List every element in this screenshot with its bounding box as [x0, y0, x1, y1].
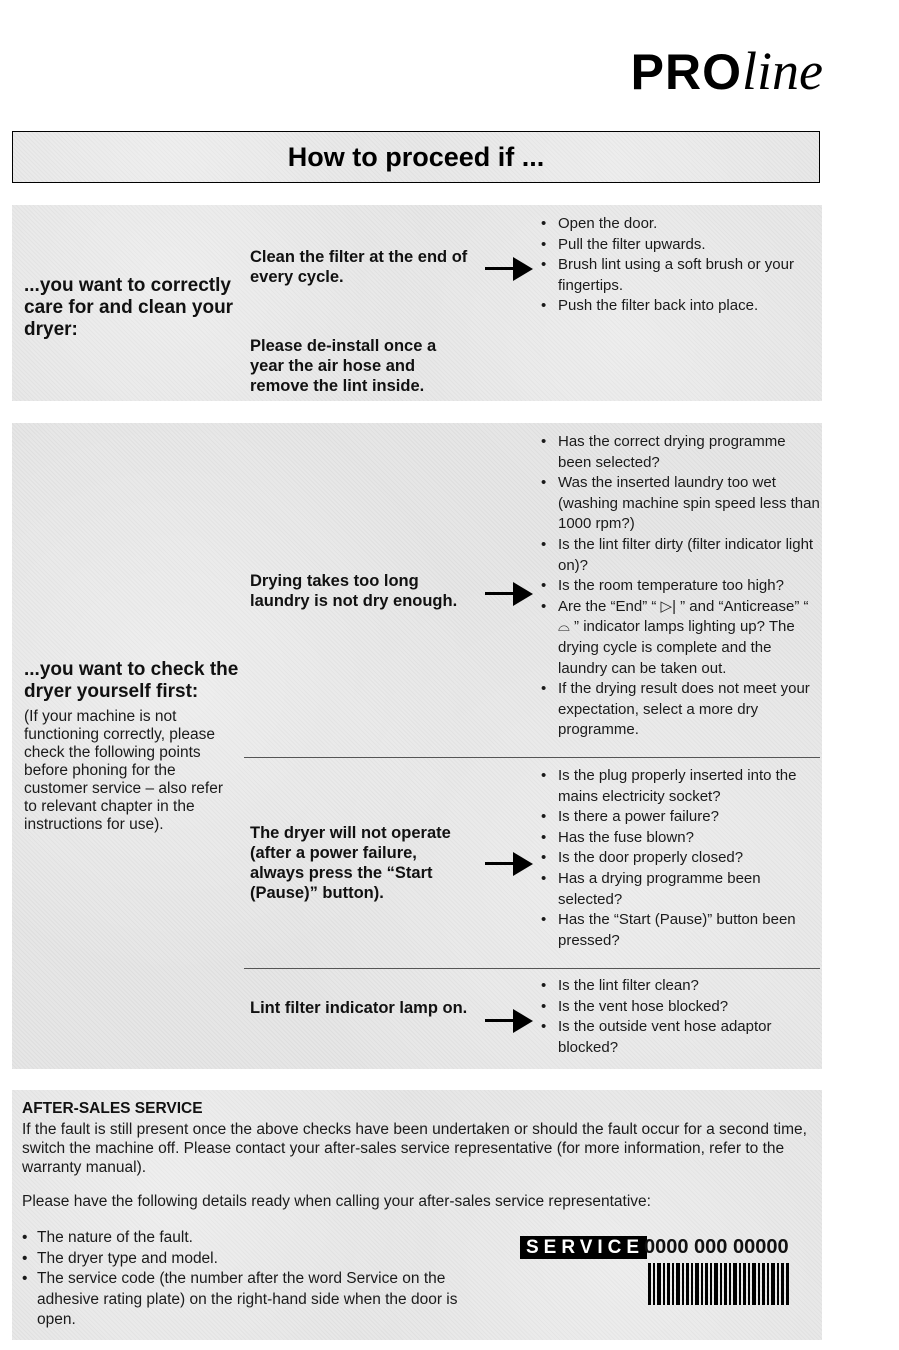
list-item: • Was the inserted laundry too wet (washing machine spin speed less than 1000 rpm?) [538, 473, 820, 535]
list-item: • Is the door properly closed? [538, 848, 820, 869]
service-code: 0000 000 00000 [644, 1236, 789, 1258]
list-item: • Push the filter back into place. [538, 296, 820, 317]
details-intro: Please have the following details ready when calling your after-sales service representative: [22, 1193, 651, 1210]
arrow-icon [485, 582, 535, 606]
list-item: • Open the door. [538, 214, 820, 235]
after-sales-section [12, 1090, 822, 1340]
list-item: • Brush lint using a soft brush or your fingertips. [538, 255, 820, 296]
list-item: • Has the fuse blown? [538, 828, 820, 849]
list-item: • Is the lint filter dirty (filter indicator light on)? [538, 535, 820, 576]
after-sales-title: AFTER-SALES SERVICE [22, 1100, 203, 1117]
list-item: • Is the lint filter clean? [538, 976, 820, 997]
list-item: • Is there a power failure? [538, 807, 820, 828]
list-item: • Are the “End” “ ▷| ” and “Anticrease” “ ⌓ ” indicator lamps lighting up? The drying cycle is complete and the laundry can be taken out. [538, 597, 820, 679]
details-list [20, 1228, 460, 1331]
problem-operate-label: The dryer will not operate (after a power failure, always press the “Start (Pause)” button). [250, 824, 451, 902]
list-item: • Is the room temperature too high? [538, 576, 820, 597]
care-section [12, 205, 822, 401]
lint-checks [538, 976, 820, 1058]
operate-checks [538, 766, 820, 951]
title-banner [12, 131, 820, 183]
problem-lint-label: Lint filter indicator lamp on. [250, 999, 468, 1017]
divider [244, 757, 820, 758]
list-item: • Has a drying programme been selected? [538, 869, 820, 910]
check-section [12, 423, 822, 1069]
logo-bold: PRO [630, 44, 743, 100]
deinstall-label: Please de-install once a year the air hose and remove the lint inside. [250, 337, 437, 395]
check-intro: (If your machine is not functioning correctly, please check the following points before phoning for the customer service – also refer to relevant chapter in the instructions for use). [24, 708, 223, 833]
list-item: • Has the “Start (Pause)” button been pressed? [538, 910, 820, 951]
list-item: • Is the plug properly inserted into the mains electricity socket? [538, 766, 820, 807]
problem-drying-label: Drying takes too long laundry is not dry enough. [250, 572, 458, 610]
arrow-icon [485, 852, 535, 876]
barcode-icon [648, 1263, 790, 1305]
divider [244, 968, 820, 969]
page-title: How to proceed if ... [287, 141, 545, 172]
clean-filter-steps [538, 214, 820, 317]
list-item: • The nature of the fault. [20, 1228, 460, 1249]
after-sales-paragraph: If the fault is still present once the above checks have been undertaken or should the fault occur for a second time, switch the machine off. Please contact your after-sales service representative (for more information, refer to the warranty manual). [22, 1121, 807, 1176]
list-item: • Is the vent hose blocked? [538, 997, 820, 1018]
arrow-icon [485, 1009, 535, 1033]
list-item: • Has the correct drying programme been selected? [538, 432, 820, 473]
drying-checks [538, 432, 820, 741]
proline-logo [630, 41, 823, 101]
list-item: • Is the outside vent hose adaptor blocked? [538, 1017, 820, 1058]
service-label: SERVICE [520, 1236, 647, 1259]
list-item: • If the drying result does not meet your expectation, select a more dry programme. [538, 679, 820, 741]
logo-italic: line [742, 41, 823, 101]
list-item: • The dryer type and model. [20, 1249, 460, 1270]
arrow-icon [485, 257, 535, 281]
list-item: • The service code (the number after the word Service on the adhesive rating plate) on the right-hand side when the door is open. [20, 1269, 460, 1331]
care-heading: ...you want to correctly care for and clean your dryer: [24, 275, 234, 340]
check-heading: ...you want to check the dryer yourself first: [24, 659, 239, 702]
list-item: • Pull the filter upwards. [538, 235, 820, 256]
clean-filter-label: Clean the filter at the end of every cycle. [250, 248, 468, 286]
